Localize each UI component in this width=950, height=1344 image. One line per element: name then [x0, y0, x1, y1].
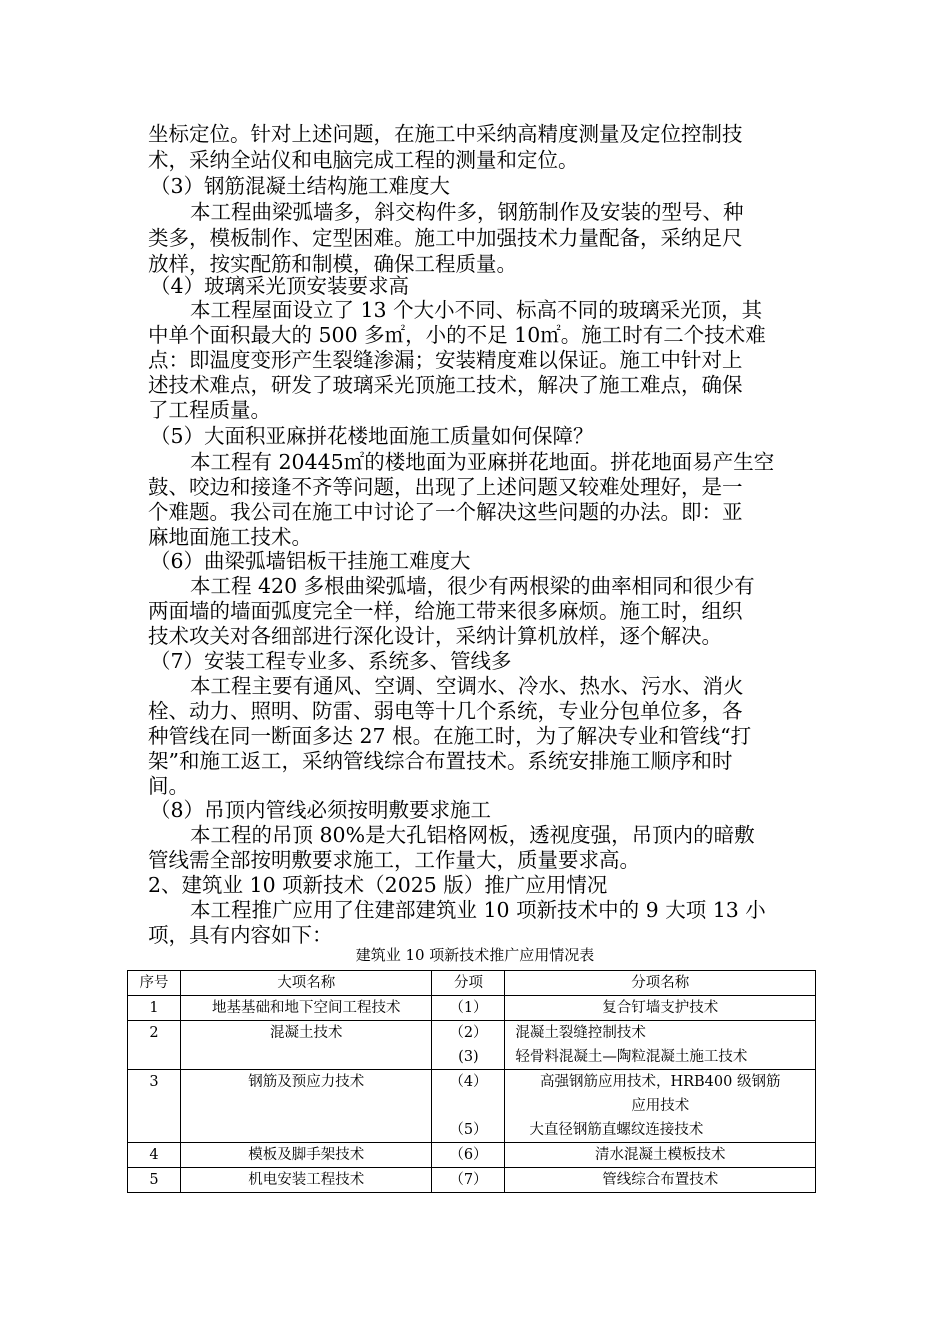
cell-no: 5 [128, 1168, 181, 1193]
body-line: 术，采纳全站仪和电脑完成工程的测量和定位。 [148, 148, 579, 172]
table-row [128, 1021, 816, 1070]
cell-sub-code: （7） [432, 1168, 505, 1193]
cell-sub-name: 管线综合布置技术 [505, 1168, 816, 1193]
table-row [128, 1070, 816, 1143]
section-heading: （4）玻璃采光顶安装要求高 [150, 274, 410, 298]
table-header-row [128, 971, 816, 996]
cell-no: 4 [128, 1143, 181, 1168]
cell-sub-code: （1） [432, 996, 505, 1021]
body-line: 间。 [148, 774, 189, 798]
cell-sub-code [432, 1070, 505, 1143]
body-line: 两面墙的墙面弧度完全一样，给施工带来很多麻烦。施工时，组织 [148, 599, 743, 623]
body-line: 本工程 420 多根曲梁弧墙，很少有两根梁的曲率相同和很少有 [190, 574, 755, 598]
section-heading: （3）钢筋混凝土结构施工难度大 [150, 174, 451, 198]
body-line: 中单个面积最大的 500 多㎡，小的不足 10㎡。施工时有二个技术难 [148, 323, 766, 347]
cell-sub-name: 复合钉墙支护技术 [505, 996, 816, 1021]
section-heading: （6）曲梁弧墙铝板干挂施工难度大 [150, 549, 471, 573]
body-line: 本工程主要有通风、空调、空调水、冷水、热水、污水、消火 [190, 674, 744, 698]
cell-sub-name [505, 1021, 816, 1070]
cell-sub-code [432, 1021, 505, 1070]
cell-sub-code: （6） [432, 1143, 505, 1168]
header-sub-name: 分项名称 [505, 971, 816, 996]
body-line: 述技术难点，研发了玻璃采光顶施工技术，解决了施工难点，确保 [148, 373, 743, 397]
body-line: 本工程曲梁弧墙多，斜交构件多，钢筋制作及安装的型号、种 [190, 200, 744, 224]
cell-sub-name [505, 1070, 816, 1143]
body-line: 鼓、咬边和接逢不齐等问题，出现了上述问题又较难处理好，是一 [148, 475, 743, 499]
body-line: 本工程推广应用了住建部建筑业 10 项新技术中的 9 大项 13 小 [190, 898, 766, 922]
sub-name: 大直径钢筋直螺纹连接技术 [529, 1122, 704, 1138]
cell-no: 2 [128, 1021, 181, 1070]
sub-name: 应用技术 [631, 1098, 690, 1114]
body-line: 栓、动力、照明、防雷、弱电等十几个系统，专业分包单位多，各 [148, 699, 743, 723]
sub-code: (3) [458, 1049, 479, 1065]
sub-name: 高强钢筋应用技术，HRB400 级钢筋 [539, 1074, 781, 1090]
spacer [432, 1094, 504, 1118]
sub-code: （2） [449, 1025, 488, 1041]
cell-no: 3 [128, 1070, 181, 1143]
cell-no: 1 [128, 996, 181, 1021]
table-row [128, 996, 816, 1021]
section-heading: （5）大面积亚麻拼花楼地面施工质量如何保障？ [150, 424, 594, 448]
cell-major: 模板及脚手架技术 [180, 1143, 432, 1168]
body-line: 本工程屋面设立了 13 个大小不同、标高不同的玻璃采光顶，其 [190, 298, 763, 322]
section-heading: 2、建筑业 10 项新技术（2025 版）推广应用情况 [148, 873, 608, 897]
cell-sub-name: 清水混凝土模板技术 [505, 1143, 816, 1168]
body-line: 类多，模板制作、定型困难。施工中加强技术力量配备，采纳足尺 [148, 226, 743, 250]
body-line: 项，具有内容如下： [148, 923, 333, 947]
header-sub-code: 分项 [432, 971, 505, 996]
cell-major: 混凝土技术 [180, 1021, 432, 1070]
sub-code: （5） [449, 1122, 488, 1138]
technology-table [127, 970, 816, 1193]
body-line: 本工程的吊顶 80%是大孔铝格网板，透视度强，吊顶内的暗敷 [190, 823, 755, 847]
section-heading: （8）吊顶内管线必须按明敷要求施工 [150, 798, 492, 822]
table-row [128, 1168, 816, 1193]
cell-major: 机电安装工程技术 [180, 1168, 432, 1193]
body-line: 架”和施工返工，采纳管线综合布置技术。系统安排施工顺序和时 [148, 749, 733, 773]
body-line: 放样，按实配筋和制模，确保工程质量。 [148, 252, 517, 276]
body-line: 麻地面施工技术。 [148, 525, 312, 549]
table-caption: 建筑业 10 项新技术推广应用情况表 [355, 946, 595, 964]
body-line: 个难题。我公司在施工中讨论了一个解决这些问题的办法。即：亚 [148, 500, 743, 524]
body-line: 技术攻关对各细部进行深化设计，采纳计算机放样，逐个解决。 [148, 624, 722, 648]
body-line: 管线需全部按明敷要求施工，工作量大，质量要求高。 [148, 848, 640, 872]
body-line: 了工程质量。 [148, 398, 271, 422]
body-line: 坐标定位。针对上述问题，在施工中采纳高精度测量及定位控制技 [148, 122, 743, 146]
sub-name: 轻骨料混凝土—陶粒混凝土施工技术 [515, 1049, 748, 1065]
body-line: 点：即温度变形产生裂缝渗漏；安装精度难以保证。施工中针对上 [148, 348, 743, 372]
header-no: 序号 [128, 971, 181, 996]
sub-name: 混凝土裂缝控制技术 [515, 1025, 646, 1041]
section-heading: （7）安装工程专业多、系统多、管线多 [150, 649, 512, 673]
cell-major: 地基基础和地下空间工程技术 [180, 996, 432, 1021]
body-line: 本工程有 20445㎡的楼地面为亚麻拼花地面。拼花地面易产生空 [190, 450, 775, 474]
table-row [128, 1143, 816, 1168]
sub-code: （4） [449, 1074, 488, 1090]
body-line: 种管线在同一断面多达 27 根。在施工时，为了解决专业和管线“打 [148, 724, 752, 748]
cell-major: 钢筋及预应力技术 [180, 1070, 432, 1143]
header-major: 大项名称 [180, 971, 432, 996]
